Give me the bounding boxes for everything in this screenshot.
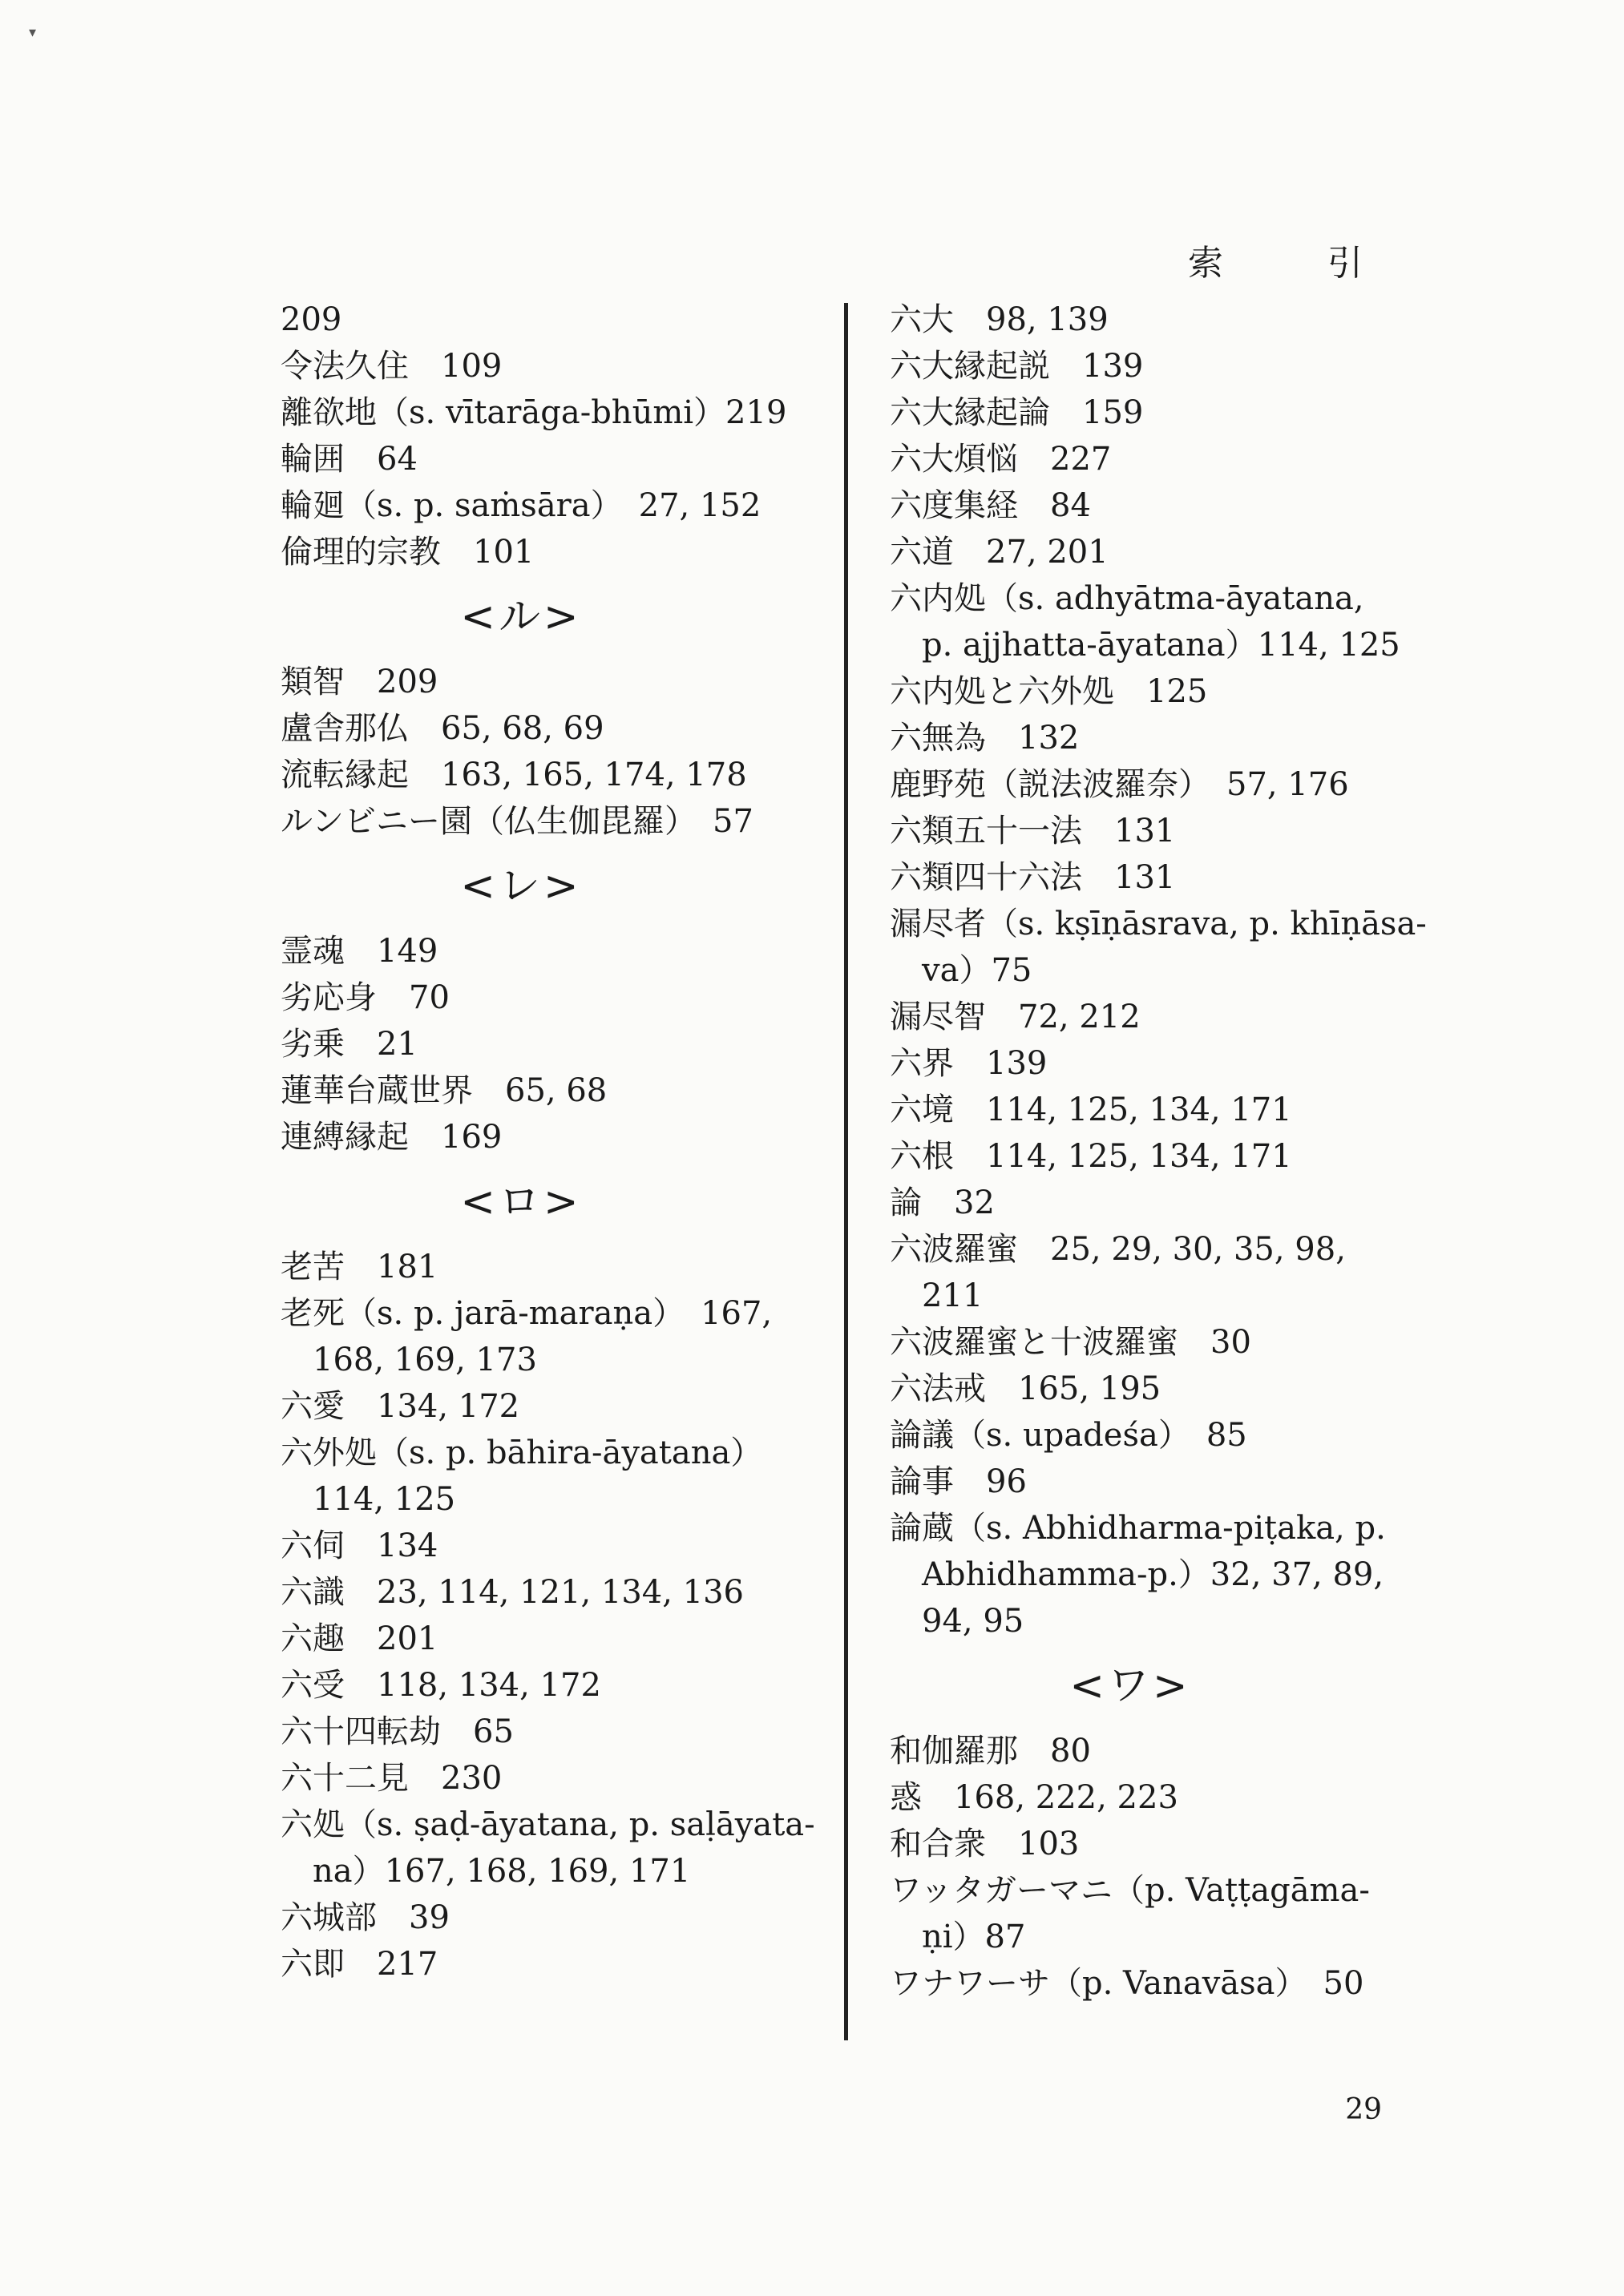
index-entry: 類智 209: [281, 664, 438, 700]
left-entries-d: [281, 1244, 906, 1987]
column-divider: [844, 303, 848, 2040]
index-entry: 六類五十一法 131: [890, 813, 1176, 849]
index-entry: 六処（s. ṣaḍ-āyatana, p. saḷāyata-: [281, 1806, 815, 1843]
index-entry: 流転縁起 163, 165, 174, 178: [281, 757, 747, 793]
index-entry: 六伺 134: [281, 1527, 438, 1564]
index-entry-continuation: p. ajjhatta-āyatana）114, 125: [922, 627, 1400, 664]
index-entry: 論議（s. upadeśa） 85: [890, 1417, 1247, 1454]
index-entry-continuation: 211: [922, 1277, 984, 1314]
index-entry: 六度集経 84: [890, 487, 1091, 524]
index-entry: ルンビニー園（仏生伽毘羅） 57: [281, 803, 753, 840]
right-entries-a: [890, 297, 1451, 1644]
index-entry: 209: [281, 301, 342, 338]
index-entry: 連縛縁起 169: [281, 1119, 503, 1156]
index-entry: 六即 217: [281, 1946, 438, 1983]
index-entry-continuation: va）75: [922, 952, 1032, 989]
scan-speck: ▾: [29, 24, 37, 41]
index-entry: 六境 114, 125, 134, 171: [890, 1092, 1292, 1128]
index-entry: 六大 98, 139: [890, 301, 1109, 338]
index-entry: 論事 96: [890, 1463, 1027, 1500]
index-entry-continuation: Abhidhamma-p.）32, 37, 89,: [922, 1556, 1384, 1593]
index-entry-continuation: 114, 125: [313, 1481, 456, 1518]
left-entries-a: [281, 297, 906, 575]
index-entry: 六類四十六法 131: [890, 859, 1176, 896]
index-entry: ワッタガーマニ（p. Vaṭṭagāma-: [890, 1872, 1370, 1909]
index-entry: 惑 168, 222, 223: [890, 1779, 1178, 1816]
section-heading-wa: <ワ>: [1069, 1662, 1191, 1710]
index-entry: 輪囲 64: [281, 441, 418, 478]
right-entries-b: [890, 1728, 1451, 2007]
index-entry: 六城部 39: [281, 1899, 450, 1936]
index-entry: 和合衆 103: [890, 1826, 1080, 1862]
index-entry: 六無為 132: [890, 720, 1080, 757]
index-entry: 六十四転劫 65: [281, 1713, 514, 1750]
left-entries-b: [281, 659, 906, 845]
index-entry: ワナワーサ（p. Vanavāsa） 50: [890, 1965, 1364, 2002]
index-entry: 六大縁起説 139: [890, 348, 1144, 385]
index-entry-continuation: ṇi）87: [922, 1919, 1026, 1955]
index-entry: 和伽羅那 80: [890, 1733, 1091, 1769]
section-heading-re: <レ>: [460, 862, 582, 910]
index-entry: 六内処（s. adhyātma-āyatana,: [890, 580, 1364, 617]
index-entry: 六十二見 230: [281, 1760, 503, 1797]
index-entry: 六波羅蜜 25, 29, 30, 35, 98,: [890, 1231, 1346, 1268]
page-header: 索 引: [1188, 243, 1409, 284]
left-entries-c: [281, 928, 906, 1160]
index-entry: 六道 27, 201: [890, 534, 1109, 571]
index-entry: 六外処（s. p. bāhira-āyatana）: [281, 1434, 763, 1471]
index-entry: 鹿野苑（説法波羅奈） 57, 176: [890, 766, 1349, 803]
index-entry: 六愛 134, 172: [281, 1388, 520, 1425]
index-entry: 劣応身 70: [281, 979, 450, 1016]
index-entry: 六法戒 165, 195: [890, 1370, 1161, 1407]
index-entry: 六受 118, 134, 172: [281, 1667, 601, 1704]
index-entry: 令法久住 109: [281, 348, 503, 385]
index-entry: 六大煩悩 227: [890, 441, 1112, 478]
index-entry: 六波羅蜜と十波羅蜜 30: [890, 1324, 1251, 1361]
index-entry: 六内処と六外処 125: [890, 673, 1208, 710]
index-entry: 六趣 201: [281, 1620, 438, 1657]
right-column: [890, 297, 1451, 2007]
index-entry: 盧舎那仏 65, 68, 69: [281, 710, 604, 747]
index-entry: 漏尽者（s. kṣīṇāsrava, p. khīṇāsa-: [890, 906, 1427, 942]
index-entry: 老死（s. p. jarā-maraṇa） 167,: [281, 1295, 773, 1332]
index-entry: 論 32: [890, 1184, 995, 1221]
index-entry-continuation: 168, 169, 173: [313, 1342, 537, 1378]
section-heading-ru: <ル>: [460, 593, 582, 641]
index-entry: 六大縁起論 159: [890, 394, 1144, 431]
index-entry-continuation: na）167, 168, 169, 171: [313, 1853, 691, 1890]
index-entry: 論蔵（s. Abhidharma-piṭaka, p.: [890, 1510, 1386, 1547]
index-entry: 老苦 181: [281, 1249, 438, 1285]
index-entry: 離欲地（s. vītarāga-bhūmi）219: [281, 394, 787, 431]
index-entry: 霊魂 149: [281, 933, 438, 970]
index-entry: 六識 23, 114, 121, 134, 136: [281, 1574, 745, 1611]
page-number: 29: [1345, 2093, 1382, 2126]
index-entry-continuation: 94, 95: [922, 1603, 1024, 1640]
section-heading-ro: <ロ>: [460, 1178, 582, 1226]
index-entry: 漏尽智 72, 212: [890, 999, 1141, 1035]
left-column: [281, 297, 906, 1987]
index-entry: 六根 114, 125, 134, 171: [890, 1138, 1292, 1175]
index-entry: 劣乗 21: [281, 1026, 418, 1063]
index-entry: 六界 139: [890, 1045, 1048, 1082]
index-entry: 倫理的宗教 101: [281, 534, 535, 571]
index-entry: 蓮華台蔵世界 65, 68: [281, 1072, 608, 1109]
index-entry: 輪廻（s. p. saṁsāra） 27, 152: [281, 487, 762, 524]
